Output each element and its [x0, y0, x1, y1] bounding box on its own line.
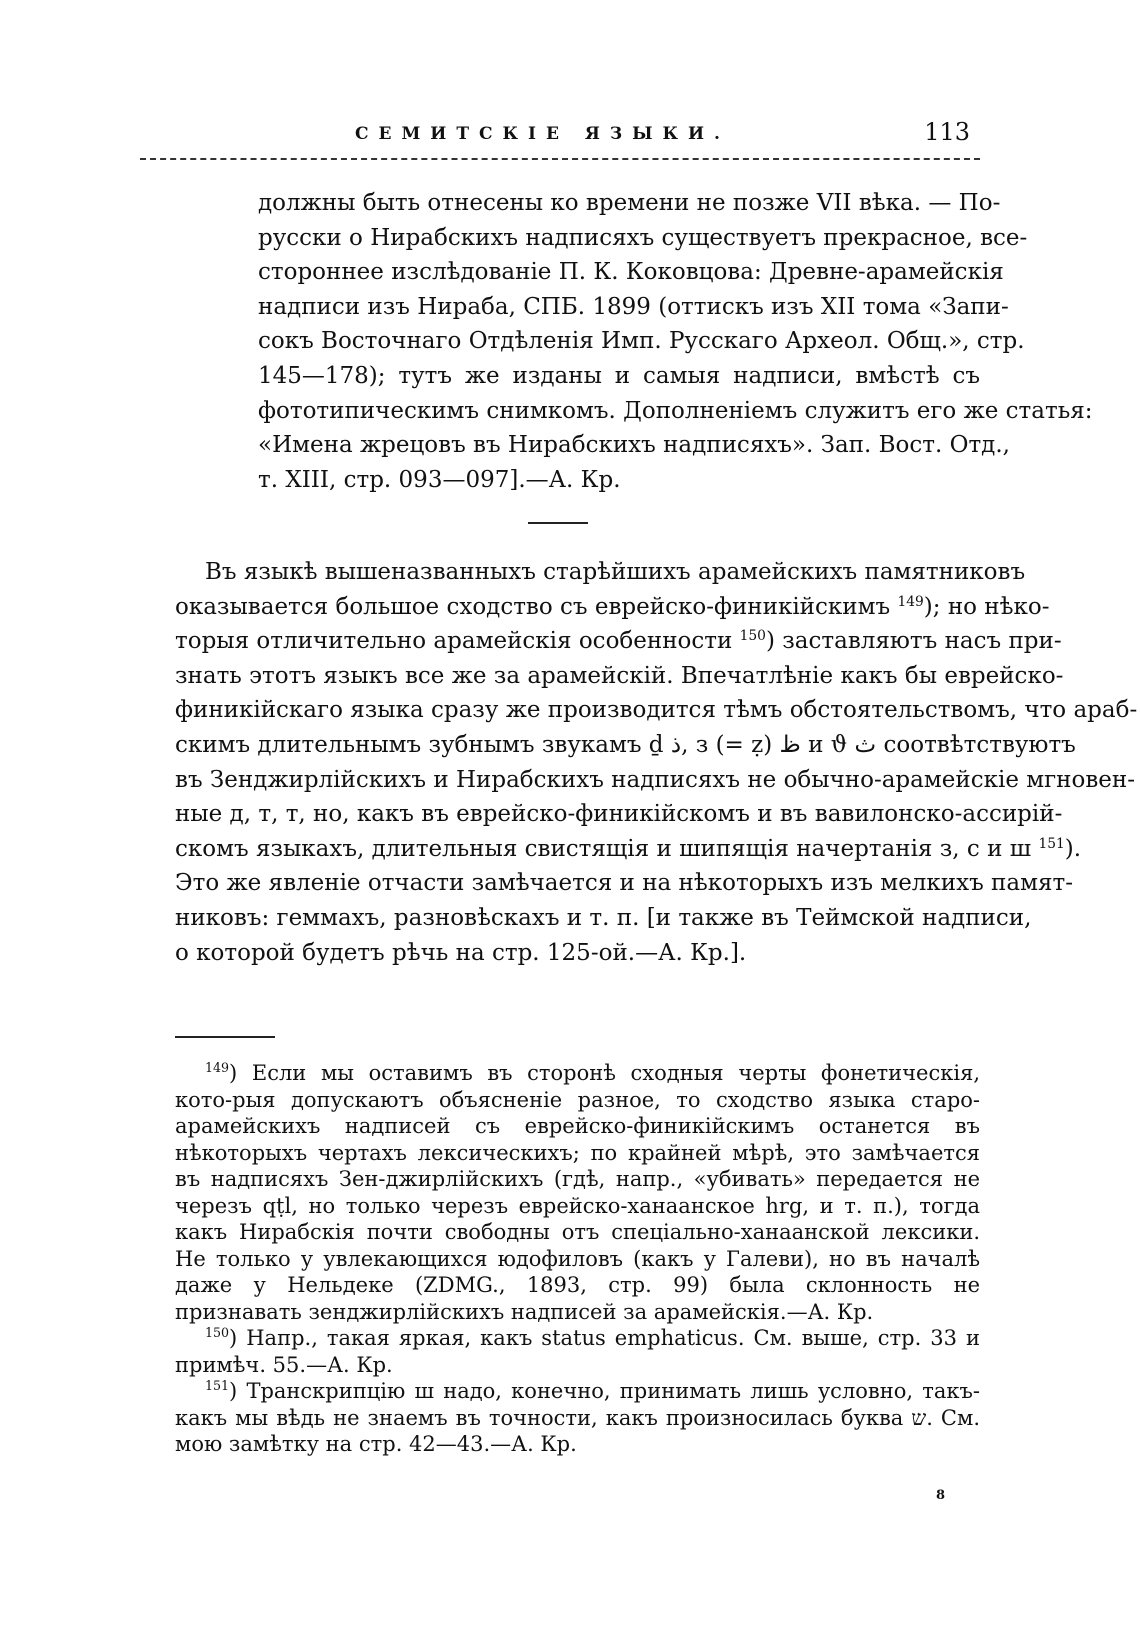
- text-line: сокъ Восточнаго Отдѣленія Имп. Русскаго Археол. Общ.», стр.: [258, 328, 1025, 355]
- signature-mark: 8: [935, 1488, 945, 1503]
- text-line: фототипическимъ снимкомъ. Дополненіемъ служитъ его же статья:: [258, 397, 1093, 424]
- footnote-ref-151[interactable]: 151: [1038, 835, 1065, 852]
- text-line: скомъ языкахъ, длительныя свистящія и шипящія начертанія з, с и ш $^{151}$).: [175, 835, 1082, 862]
- text-line: должны быть отнесены ко времени не позже VII вѣка. — По-: [258, 190, 1001, 216]
- text-line: Это же явленіе отчасти замѣчается и на нѣкоторыхъ изъ мелкихъ памят-: [175, 870, 1073, 897]
- continued-footnote-text: [258, 186, 1093, 497]
- footnote-marker: 150: [205, 1325, 230, 1340]
- text-line: скимъ длительнымъ зубнымъ звукамъ ḏ ذ, з (= ẓ) ظ и ϑ ث соотвѣтствуютъ: [175, 731, 1076, 758]
- text-line: о которой будетъ рѣчь на стр. 125-ой.—А. Кр.].: [175, 939, 747, 966]
- footnote-marker: 151: [205, 1378, 230, 1393]
- footnote-text: ) Транскрипцію ш надо, конечно, принимать лишь условно, такъ-какъ мы вѣдь не знаемъ въ точности, какъ произносилась буква ש. См. мою замѣтку на стр. 42—43.—А. Кр.: [175, 1379, 980, 1456]
- footnote-149: [175, 1060, 980, 1325]
- footnote-text: ) Если мы оставимъ въ сторонѣ сходныя черты фонетическія, кото-рыя допускаютъ объясненіе разное, то сходство языка старо-арамейскихъ надписей съ еврейско-финикійскимъ останется въ нѣкоторыхъ чертахъ лексическихъ; по крайней мѣрѣ, это замѣчается въ надписяхъ Зен-джирлійскихъ (гдѣ, напр., «убивать» передается не черезъ qṭl, но только черезъ еврейско-ханаанское hrg, и т. п.), тогда какъ Нирабскія почти свободны отъ спеціально-ханаанской лексики. Не только у увлекающихся юдофиловъ (какъ у Галеви), но въ началѣ даже у Нельдеке (ZDMG., 1893, стр. 99) была склонность не признавать зенджирлійскихъ надписей за арамейскія.—А. Кр.: [175, 1061, 980, 1324]
- text-line: въ Зенджирлійскихъ и Нирабскихъ надписяхъ не обычно-арамейскіе мгновен-: [175, 766, 1136, 793]
- text-line: знать этотъ языкъ все же за арамейскій. Впечатлѣніе какъ бы еврейско-: [175, 662, 1064, 689]
- footnotes: [175, 1060, 980, 1458]
- footnote-ref-149[interactable]: 149: [897, 593, 924, 610]
- page-number: 113: [924, 118, 970, 146]
- text-line: т. XIII, стр. 093—097].—А. Кр.: [258, 466, 621, 493]
- text-line: русски о Нирабскихъ надписяхъ существуетъ прекрасное, все-: [258, 224, 1028, 251]
- footnote-151: [175, 1378, 980, 1458]
- running-title: СЕМИТСКІЕ ЯЗЫКИ.: [355, 124, 730, 144]
- running-head: [140, 118, 980, 158]
- section-separator: [528, 522, 588, 524]
- text-line: оказывается большое сходство съ еврейско-финикійскимъ $^{149}$); но нѣко-: [175, 593, 1050, 620]
- text-line: ные д, т, т, но, какъ въ еврейско-финикійскомъ и въ вавилонско-ассирій-: [175, 801, 1063, 828]
- footnote-150: [175, 1325, 980, 1378]
- footnote-text: ) Напр., такая яркая, какъ status emphaticus. См. выше, стр. 33 и примѣч. 55.—А. Кр.: [175, 1326, 980, 1377]
- text-line: 145—178); тутъ же изданы и самыя надписи, вмѣстѣ съ: [258, 362, 980, 389]
- text-line: «Имена жрецовъ въ Нирабскихъ надписяхъ». Зап. Вост. Отд.,: [258, 432, 1010, 459]
- footnote-separator: [175, 1036, 275, 1038]
- text-line: стороннее изслѣдованіе П. К. Коковцова: Древне-арамейскія: [258, 259, 1004, 286]
- footnote-ref-150[interactable]: 150: [739, 628, 766, 645]
- text-line: торыя отличительно арамейскія особенности $^{150}$) заставляютъ насъ при-: [175, 628, 1062, 655]
- header-rule: [140, 158, 980, 160]
- text-line: финикійскаго языка сразу же производится тѣмъ обстоятельствомъ, что араб-: [175, 697, 1138, 724]
- footnote-marker: 149: [205, 1060, 230, 1075]
- text-line: Въ языкѣ вышеназванныхъ старѣйшихъ арамейскихъ памятниковъ: [205, 559, 1026, 585]
- text-line: никовъ: геммахъ, разновѣскахъ и т. п. [и также въ Теймской надписи,: [175, 904, 1032, 931]
- main-paragraph: [175, 555, 1138, 970]
- text-line: надписи изъ Нираба, СПБ. 1899 (оттискъ изъ XII тома «Запи-: [258, 293, 1009, 320]
